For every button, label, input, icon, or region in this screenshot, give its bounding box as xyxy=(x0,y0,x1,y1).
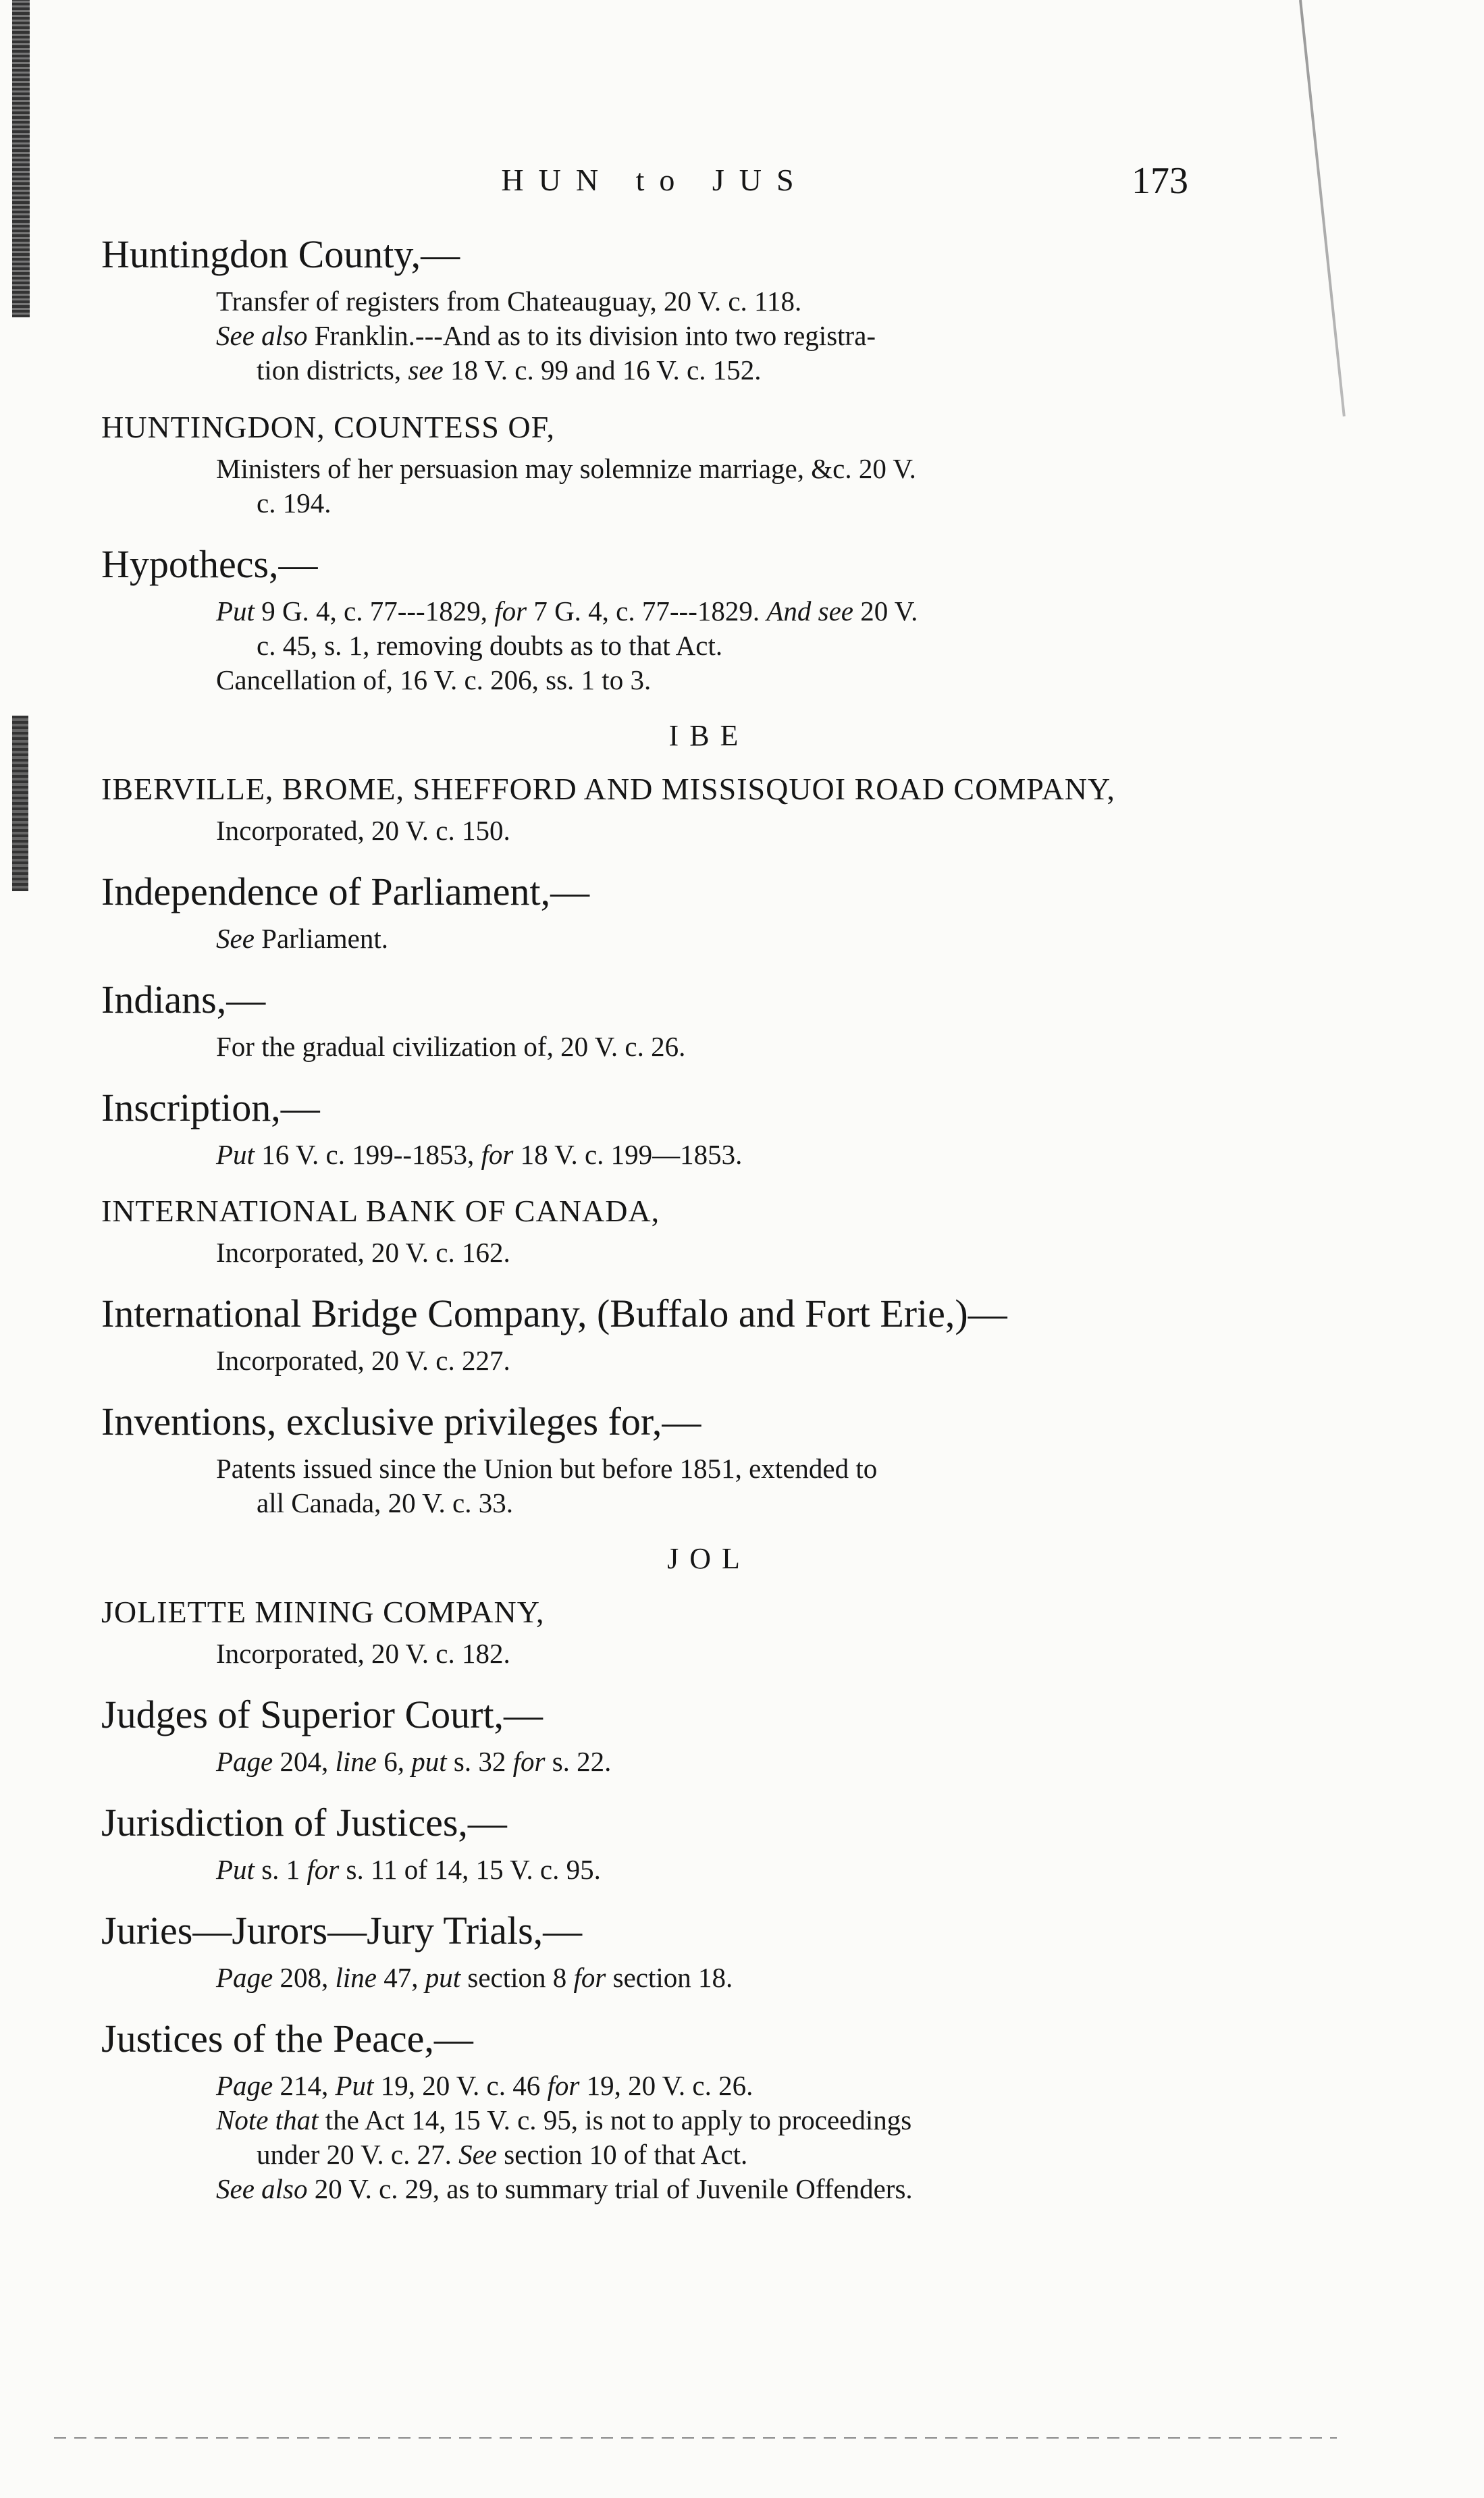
entry-line: c. 194. xyxy=(257,487,332,519)
entry-line: For the gradual civilization of, 20 V. c. 26. xyxy=(216,1030,686,1062)
entry-heading: Independence of Parliament,— xyxy=(101,869,590,913)
entry-line: Note that the Act 14, 15 V. c. 95, is not to apply to proceedings xyxy=(216,2104,912,2135)
entry-line: Put 9 G. 4, c. 77---1829, for 7 G. 4, c. 77---1829. And see 20 V. xyxy=(216,595,918,627)
entry-heading: Hypothecs,— xyxy=(101,542,318,587)
margin-scan-mark xyxy=(12,716,28,891)
index-entry xyxy=(101,1398,1209,1520)
entry-heading: Huntingdon County,— xyxy=(101,232,460,276)
page-number: 173 xyxy=(1132,160,1188,202)
index-entry xyxy=(101,1907,1209,1995)
page-edge-line xyxy=(1299,0,1346,417)
bottom-rule xyxy=(54,2437,1337,2439)
entry-line: tion districts, see 18 V. c. 99 and 16 V. c. 152. xyxy=(257,354,762,386)
section-letters: JOL xyxy=(667,1541,751,1575)
entry-line: c. 45, s. 1, removing doubts as to that Act. xyxy=(257,630,723,662)
entry-line: Ministers of her persuasion may solemnize marriage, &c. 20 V. xyxy=(216,452,916,484)
entry-line: Incorporated, 20 V. c. 227. xyxy=(216,1345,510,1377)
entry-heading: Indians,— xyxy=(101,977,266,1021)
running-head xyxy=(101,162,1209,209)
index-entry xyxy=(101,408,1209,521)
entry-heading: Justices of the Peace,— xyxy=(101,2016,473,2061)
entry-line: Page 214, Put 19, 20 V. c. 46 for 19, 20 V. c. 26. xyxy=(216,2069,753,2101)
entry-heading: IBERVILLE, BROME, SHEFFORD AND MISSISQUOI ROAD COMPANY, xyxy=(101,771,1115,806)
index-entry xyxy=(101,1799,1209,1887)
index-entry xyxy=(101,1691,1209,1779)
entry-line: See Parliament. xyxy=(216,922,389,954)
index-entry xyxy=(101,541,1209,698)
index-entry xyxy=(101,868,1209,956)
index-entry xyxy=(101,1290,1209,1378)
index-entry xyxy=(101,1084,1209,1172)
index-entry xyxy=(101,976,1209,1064)
entry-line: Incorporated, 20 V. c. 182. xyxy=(216,1637,510,1669)
entry-heading: Juries—Jurors—Jury Trials,— xyxy=(101,1908,583,1952)
entry-line: Incorporated, 20 V. c. 150. xyxy=(216,814,510,846)
margin-scan-mark xyxy=(12,0,30,317)
entry-line: Page 204, line 6, put s. 32 for s. 22. xyxy=(216,1745,612,1777)
entry-heading: Inscription,— xyxy=(101,1085,320,1130)
entry-line: under 20 V. c. 27. See section 10 of that Act. xyxy=(257,2139,748,2171)
entry-line: See also 20 V. c. 29, as to summary trial of Juvenile Offenders. xyxy=(216,2173,913,2205)
index-entry xyxy=(101,1593,1209,1671)
entry-line: Put s. 1 for s. 11 of 14, 15 V. c. 95. xyxy=(216,1853,601,1885)
entry-heading: Inventions, exclusive privileges for,— xyxy=(101,1400,701,1444)
entry-heading: JOLIETTE MINING COMPANY, xyxy=(101,1594,545,1629)
index-entries xyxy=(101,231,1209,2227)
running-title: HUN to JUS xyxy=(501,163,809,197)
index-entry xyxy=(101,2015,1209,2207)
entry-line: all Canada, 20 V. c. 33. xyxy=(257,1487,513,1519)
entry-heading: HUNTINGDON, COUNTESS OF, xyxy=(101,409,555,444)
entry-line: Page 208, line 47, put section 8 for section 18. xyxy=(216,1961,733,1993)
entry-line: Incorporated, 20 V. c. 162. xyxy=(216,1237,510,1269)
entry-heading: Judges of Superior Court,— xyxy=(101,1692,544,1736)
section-letters: IBE xyxy=(668,718,749,752)
entry-line: Put 16 V. c. 199--1853, for 18 V. c. 199—1853. xyxy=(216,1138,743,1170)
entry-heading: International Bridge Company, (Buffalo and Fort Erie,)— xyxy=(101,1292,1007,1336)
index-entry xyxy=(101,770,1209,848)
entry-line: See also Franklin.---And as to its division into two registra- xyxy=(216,320,876,351)
index-entry xyxy=(101,1192,1209,1270)
entry-heading: Jurisdiction of Justices,— xyxy=(101,1800,507,1844)
entry-line: Cancellation of, 16 V. c. 206, ss. 1 to 3. xyxy=(216,664,652,696)
entry-heading: INTERNATIONAL BANK OF CANADA, xyxy=(101,1193,660,1228)
entry-line: Patents issued since the Union but before 1851, extended to xyxy=(216,1453,878,1485)
index-entry xyxy=(101,231,1209,388)
entry-line: Transfer of registers from Chateauguay, 20 V. c. 118. xyxy=(216,285,802,317)
